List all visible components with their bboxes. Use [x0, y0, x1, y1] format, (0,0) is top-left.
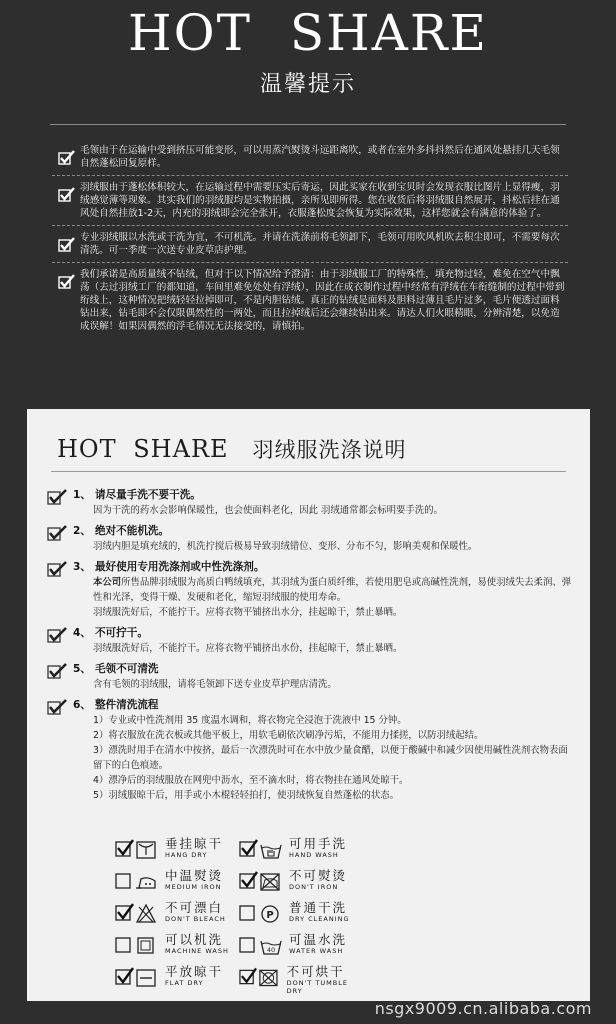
item-text-secondary: 羽绒服洗好后，不能拧干。应将衣物平铺挤出水分，挂起晾干，禁止暴晒。	[93, 607, 403, 618]
panel-divider	[51, 471, 566, 472]
checkbox-checked-icon	[47, 627, 67, 643]
hang-dry-icon	[115, 837, 161, 861]
item-text: 羽绒内胆是填充绒的，机洗拧搅后极易导致羽绒错位、变形、分布不匀，影响美观和保暖性。	[93, 541, 478, 552]
hand-wash-icon	[239, 837, 285, 861]
wash-step: 1）专业或中性洗剂用 35 度温水调和，将衣物完全浸泡于洗液中 15 分钟。	[93, 715, 407, 726]
care-no-bleach	[115, 901, 239, 932]
panel-title-en: HOT SHARE	[57, 435, 229, 463]
care-label-en: WATER WASH	[289, 947, 344, 955]
medium-iron-icon	[115, 869, 161, 893]
machine-wash-icon	[115, 933, 161, 957]
checkbox-checked-icon	[58, 187, 75, 202]
item-title: 不可拧干。	[94, 627, 148, 639]
instruction-list	[45, 487, 575, 803]
wash-steps	[73, 713, 575, 803]
item-title: 整件清洗流程	[94, 699, 159, 711]
header	[0, 0, 616, 128]
wash-step: 2）将衣服放在洗衣板或其他平板上，用软毛刷依次刷净污垢，不能用力揉搓，以防羽绒起结。	[93, 730, 484, 741]
header-divider	[50, 124, 566, 125]
item-number: 1、	[73, 489, 91, 501]
item-text: 含有毛领的羽绒服，请将毛领卸下送专业皮草护理店清洗。	[93, 679, 337, 690]
care-no-iron	[239, 869, 363, 900]
care-hand-wash	[239, 837, 363, 868]
checkbox-checked-icon	[58, 237, 75, 252]
svg-text:P: P	[266, 910, 274, 921]
care-label-cn: 中温熨烫	[165, 868, 224, 883]
tip-text: 羽绒服由于蓬松体积较大，在运输过程中需要压实后寄运，因此买家在收到宝贝时会发现衣服比图片上显得瘦，羽绒感觉薄等现象。其实我们的羽绒服均是实物拍摄，亲所见即所得。您在收货后将羽绒服自然展开，抖松后挂在通风处自然挂放1-2天，内充的羽绒即会完全张开，衣服蓬松度会恢复为实际效果，这样您就会有满意的体验了。	[80, 182, 560, 219]
tips-list	[52, 144, 568, 343]
item-number: 3、	[73, 561, 91, 573]
panel-title-cn: 羽绒服洗涤说明	[252, 438, 407, 462]
no-iron-icon	[239, 869, 285, 893]
instruction-item	[45, 697, 575, 803]
tip-text: 专业羽绒服以水洗或干洗为宜，不可机洗。并请在洗涤前将毛领卸下，毛领可用吹风机吹去积尘即可，不需要每次清洗。可一季度一次送专业皮草店护理。	[80, 232, 560, 256]
care-label-en: HAND WASH	[289, 851, 339, 859]
item-title: 最好使用专用洗涤剂或中性洗涤剂。	[94, 561, 265, 573]
care-symbols-grid	[115, 837, 395, 997]
page-title: HOT SHARE	[128, 4, 488, 62]
care-row	[115, 901, 395, 932]
item-number: 2、	[73, 525, 91, 537]
water-wash-icon	[239, 933, 285, 957]
checkbox-checked-icon	[58, 274, 75, 289]
washing-instructions-panel	[27, 409, 590, 1001]
care-label-en: FLAT DRY	[165, 979, 204, 987]
care-label-cn: 垂挂晾干	[165, 836, 224, 851]
checkbox-checked-icon	[47, 561, 67, 577]
tip-item	[52, 144, 568, 176]
care-label-en: MACHINE WASH	[165, 947, 229, 955]
care-label-cn: 普通干洗	[289, 900, 348, 915]
instruction-item	[45, 559, 575, 620]
wash-step: 5）羽绒服晾干后，用手或小木棍轻轻拍打，使羽绒恢复自然蓬松的状态。	[93, 790, 399, 801]
item-text: 羽绒服洗好后，不能拧干。应将衣物平铺挤出水份，挂起晾干，禁止暴晒。	[93, 643, 403, 654]
care-row	[115, 933, 395, 964]
watermark: nsgx9009.cn.alibaba.com	[374, 999, 592, 1018]
care-no-tumble-dry	[239, 965, 363, 996]
wash-step: 4）漂净后的羽绒服放在网兜中沥水，至不滴水时，将衣物挂在通风处晾干。	[93, 775, 409, 786]
page-subtitle: 温馨提示	[259, 72, 356, 97]
tip-item	[52, 181, 568, 226]
care-label-cn: 可以机洗	[165, 932, 224, 947]
item-title: 请尽量手洗不要干洗。	[94, 489, 201, 501]
care-label-cn: 平放晾干	[165, 964, 224, 979]
item-text: 因为干洗的药水会影响保暖性，也会使面料老化，因此 羽绒通常都会标明要手洗的。	[93, 505, 443, 516]
no-tumble-dry-icon	[239, 965, 283, 989]
care-row	[115, 965, 395, 996]
flat-dry-icon	[115, 965, 161, 989]
item-text-body: 所售品牌羽绒服为高质白鸭绒填充，其羽绒为蛋白质纤维，若使用肥皂或高碱性洗剂，易使羽绒失去柔润、弹性和光泽，变得干燥、发硬和老化，缩短羽绒服的使用寿命。	[93, 577, 572, 603]
item-title: 绝对不能机洗。	[94, 525, 170, 537]
care-flat-dry	[115, 965, 239, 996]
care-medium-iron	[115, 869, 239, 900]
instruction-item	[45, 523, 575, 554]
checkbox-checked-icon	[47, 699, 67, 715]
item-text-bold: 本公司	[93, 577, 122, 588]
care-machine-wash	[115, 933, 239, 964]
svg-text:40: 40	[266, 946, 276, 954]
dry-cleaning-icon	[239, 901, 285, 925]
care-label-en: DON'T IRON	[289, 883, 339, 891]
checkbox-checked-icon	[58, 150, 75, 165]
item-text	[73, 575, 575, 605]
tip-item	[52, 231, 568, 263]
instruction-item	[45, 661, 575, 692]
care-dry-cleaning	[239, 901, 363, 932]
tip-item	[52, 268, 568, 338]
item-number: 6、	[73, 699, 91, 711]
item-number: 4、	[73, 627, 91, 639]
care-row	[115, 869, 395, 900]
wash-step: 3）漂洗时用手在清水中按挤，最后一次漂洗时可在水中放少量食醋，以便于酸碱中和减少因使用碱性洗剂衣物表面留下的白色痕迹。	[93, 745, 568, 771]
checkbox-checked-icon	[47, 489, 67, 505]
care-label-en: DON'T BLEACH	[165, 915, 226, 923]
care-hang-dry	[115, 837, 239, 868]
item-number: 5、	[73, 663, 91, 675]
panel-heading	[57, 434, 407, 470]
tip-text: 我们承诺是高质量绒不钻绒，但对于以下情况给予澄清：由于羽绒服工厂的特殊性，填充物过轻，难免在空气中飘荡（去过羽绒工厂的都知道，车间里难免处处有浮绒），因此在成衣制作过程中经常有浮绒在车衔缝制的过程中带到绗线上，这种情况把绒轻轻拉掉即可，不是内胆钻绒。真正的钻绒是面料及胆料过薄且毛片过多，毛片便透过面料钻出来，钻毛即不会仅限偶然性的一两处，而且拉掉绒后还会继续钻出来。请达人们火眼精眼，分辨清楚，以免造成误解！如果因偶然的浮毛情况无法接受的，请慎拍。	[80, 269, 565, 332]
checkbox-checked-icon	[47, 525, 67, 541]
care-label-cn: 可用手洗	[289, 836, 348, 851]
care-label-en: DON'T TUMBLE DRY	[286, 979, 348, 995]
care-label-en: MEDIUM IRON	[165, 883, 222, 891]
no-bleach-icon	[115, 901, 161, 925]
care-label-cn: 不可漂白	[165, 900, 224, 915]
care-label-en: HANG DRY	[165, 851, 208, 859]
item-title: 毛领不可清洗	[94, 663, 159, 675]
care-water-wash	[239, 933, 363, 964]
care-label-cn: 不可熨烫	[289, 868, 348, 883]
care-label-en: DRY CLEANING	[289, 915, 350, 923]
tip-text: 毛领由于在运输中受到挤压可能变形，可以用蒸汽熨烫斗远距离吹，或者在室外多抖抖然后在通风处悬挂几天毛领自然蓬松回复原样。	[80, 145, 560, 169]
checkbox-checked-icon	[47, 663, 67, 679]
care-label-cn: 不可烘干	[286, 964, 345, 979]
instruction-item	[45, 625, 575, 656]
care-label-cn: 可温水洗	[289, 932, 348, 947]
care-row	[115, 837, 395, 868]
instruction-item	[45, 487, 575, 518]
